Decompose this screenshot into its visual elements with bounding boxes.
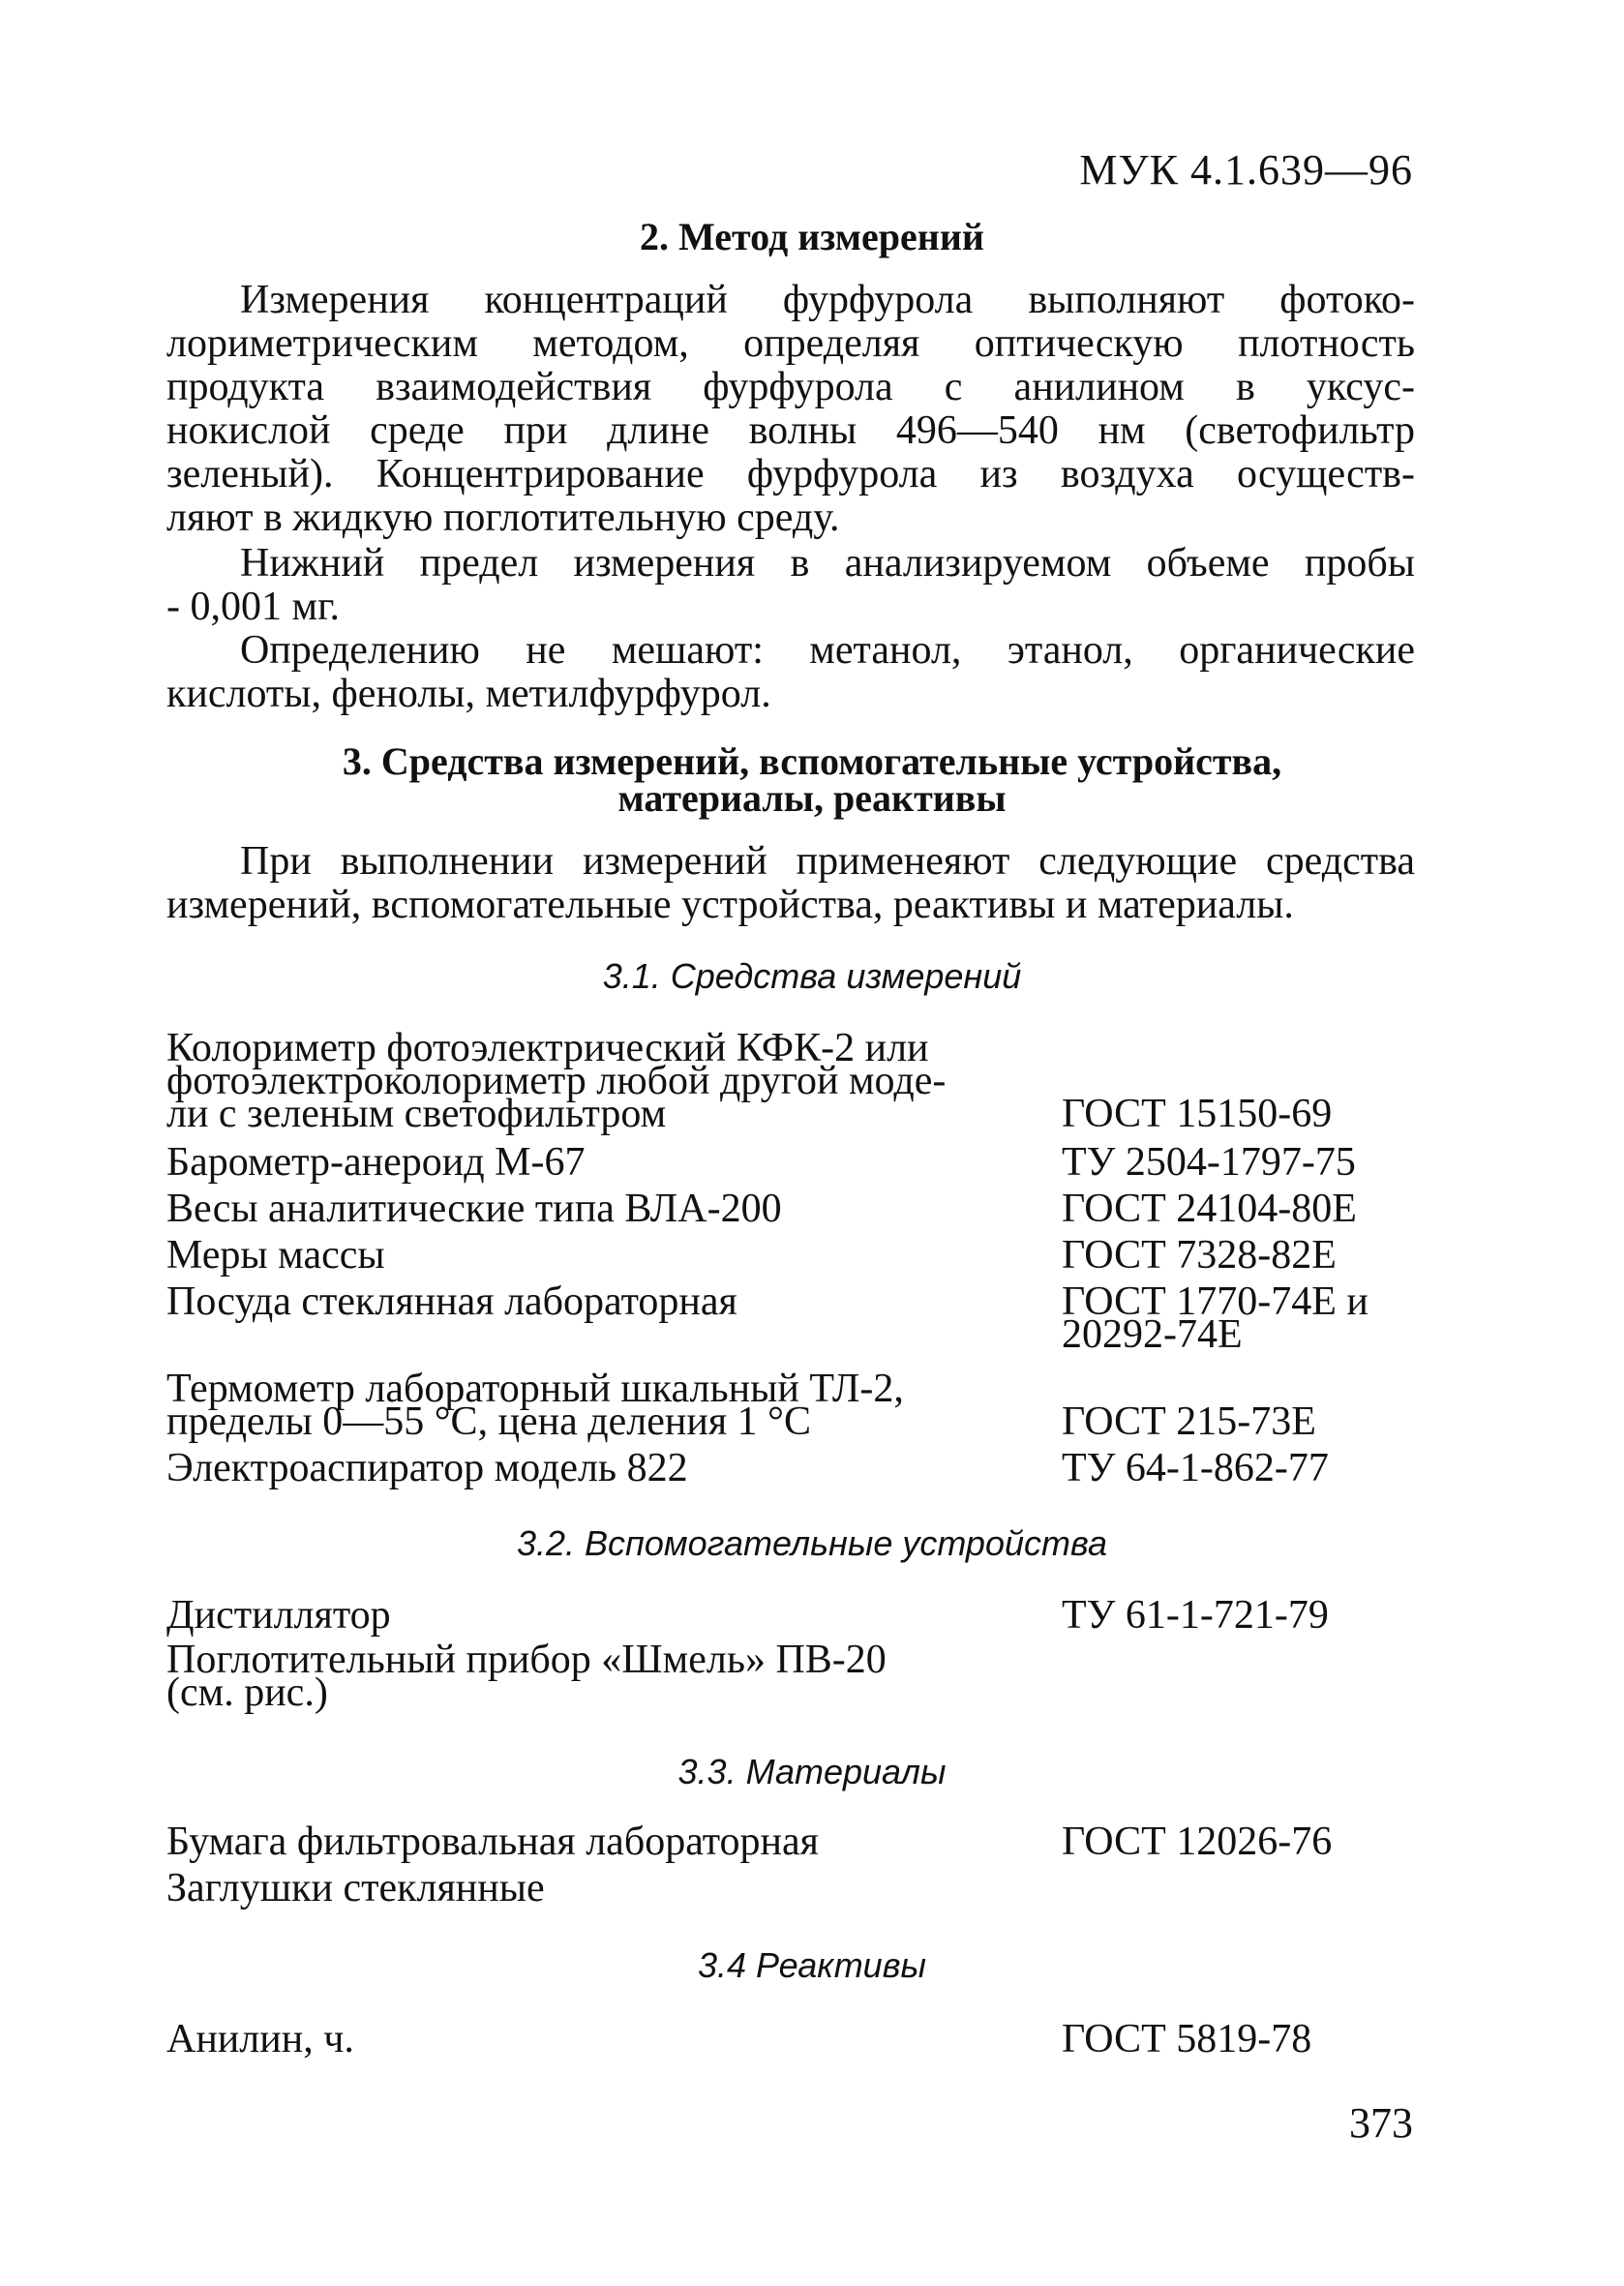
section-2-title: 2. Метод измерений bbox=[640, 215, 984, 258]
section-3-title-line-1: 3. Средства измерений, вспомогательные устройства, bbox=[342, 739, 1282, 783]
text-line: продукта взаимодействия фурфурола с анилином в уксус- bbox=[166, 365, 1415, 409]
equipment-name: Барометр-анероид М-67 bbox=[166, 1140, 586, 1185]
section-2-paragraph-3 bbox=[166, 629, 1415, 716]
text-line: лориметрическим методом, определяя оптическую плотность bbox=[166, 321, 1415, 366]
subsection-3-3-title: 3.3. Материалы bbox=[677, 1752, 947, 1791]
text-line: Определению не мешают: метанол, этанол, органические bbox=[240, 628, 1415, 673]
text-line: Измерения концентраций фурфурола выполняют фотоко- bbox=[240, 278, 1415, 322]
subsection-3-4-title: 3.4 Реактивы bbox=[698, 1945, 926, 1985]
reagent-name: Анилин, ч. bbox=[166, 2017, 354, 2061]
equipment-name: Колориметр фотоэлектрический КФК-2 или фотоэлектроколориметр любой другой моде- ли с зеленым светофильтром bbox=[166, 1026, 947, 1136]
text-line: - 0,001 мг. bbox=[166, 585, 341, 629]
equipment-name: Электроаспиратор модель 822 bbox=[166, 1446, 688, 1490]
material-name: Бумага фильтровальная лабораторная bbox=[166, 1820, 819, 1864]
text-line: измерений, вспомогательные устройства, реактивы и материалы. bbox=[166, 883, 1294, 927]
standard-reference: ГОСТ 12026-76 bbox=[1062, 1820, 1333, 1864]
equipment-name: Посуда стеклянная лабораторная bbox=[166, 1279, 737, 1324]
section-2-paragraph-2 bbox=[166, 542, 1415, 629]
equipment-name: Дистиллятор bbox=[166, 1593, 391, 1638]
section-3-title-line-2: материалы, реактивы bbox=[617, 776, 1007, 820]
document-code: МУК 4.1.639—96 bbox=[1079, 146, 1413, 194]
equipment-name: Термометр лабораторный шкальный ТЛ-2, пределы 0—55 °С, цена деления 1 °С bbox=[166, 1367, 904, 1444]
equipment-name: Меры массы bbox=[166, 1233, 385, 1278]
text-line: При выполнении измерений применеяют следующие средства bbox=[240, 839, 1415, 884]
page-number: 373 bbox=[1349, 2099, 1413, 2147]
standard-reference: ГОСТ 1770-74Е и 20292-74Е bbox=[1062, 1279, 1368, 1357]
standard-reference: ГОСТ 215-73Е bbox=[1062, 1399, 1316, 1444]
subsection-3-2-title: 3.2. Вспомогательные устройства bbox=[517, 1523, 1107, 1563]
text-line: кислоты, фенолы, метилфурфурол. bbox=[166, 672, 771, 716]
standard-reference: ТУ 64-1-862-77 bbox=[1062, 1446, 1329, 1490]
equipment-name: Весы аналитические типа ВЛА-200 bbox=[166, 1187, 782, 1231]
text-line: зеленый). Концентрирование фурфурола из воздуха осуществ- bbox=[166, 452, 1415, 496]
standard-reference: ГОСТ 24104-80Е bbox=[1062, 1187, 1357, 1231]
equipment-name: Поглотительный прибор «Шмель» ПВ-20 (см. рис.) bbox=[166, 1638, 887, 1715]
section-2-paragraph-1 bbox=[166, 279, 1415, 540]
text-line: Нижний предел измерения в анализируемом объеме пробы bbox=[240, 541, 1415, 586]
standard-reference: ТУ 2504-1797-75 bbox=[1062, 1140, 1356, 1185]
standard-reference: ТУ 61-1-721-79 bbox=[1062, 1593, 1329, 1638]
subsection-3-1-title: 3.1. Средства измерений bbox=[602, 956, 1022, 996]
standard-reference: ГОСТ 7328-82Е bbox=[1062, 1233, 1337, 1278]
section-3-intro bbox=[166, 840, 1415, 927]
text-line: ляют в жидкую поглотительную среду. bbox=[166, 496, 840, 540]
standard-reference: ГОСТ 5819-78 bbox=[1062, 2017, 1312, 2061]
text-line: нокислой среде при длине волны 496—540 нм (светофильтр bbox=[166, 408, 1415, 453]
material-name: Заглушки стеклянные bbox=[166, 1866, 545, 1910]
standard-reference: ГОСТ 15150-69 bbox=[1062, 1092, 1333, 1136]
